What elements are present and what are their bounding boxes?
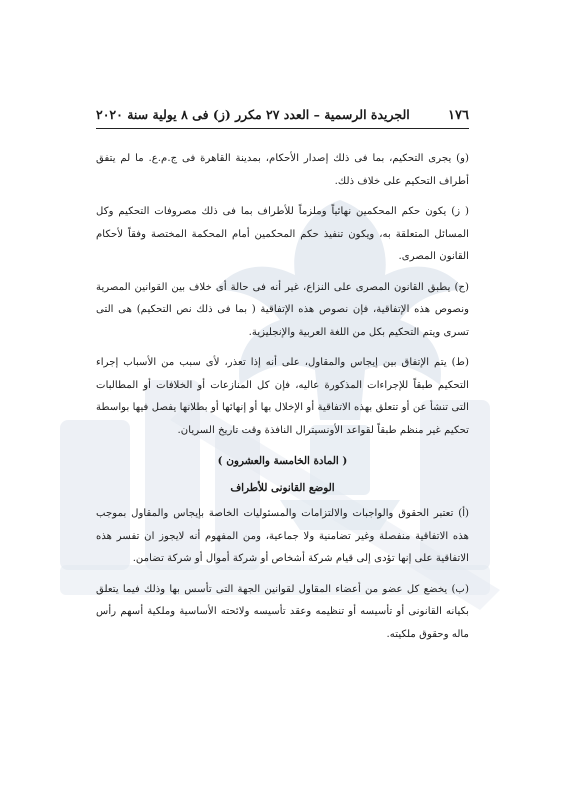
article-subheading: الوضع القانونى للأطراف [230,481,335,494]
paragraph-a: (أ) تعتبر الحقوق والواجبات والالتزامات والمسئوليات الخاصة بإيجاس والمقاول بموجب هذه الاتفاقية منفصلة وغير تضامنية ولا جماعية، ومن المفهوم أنه لايجوز ان تفسر هذه الاتفاقية على إنها تؤدى إلى قيام شركة أشخاص أو شركة أموال أو شركة تضامن. [96,508,469,564]
page-header [96,107,469,123]
document-body [96,148,469,654]
paragraph-b: (ب) يخضع كل عضو من أعضاء المقاول لقوانين الجهة التى تأسس بها وذلك فيما يتعلق بكيانه القانونى أو تأسيسه أو تنظيمه وعقد تأسيسه ولائحته الأساسية وملكية أسهم رأس ماله وحقوق ملكيته. [96,583,469,640]
header-rule [96,128,469,129]
page-number: ١٧٦ [448,108,469,123]
paragraph-z: ( ز) يكون حكم المحكمين نهائياً وملزماً للأطراف بما فى ذلك مصروفات التحكيم وكل المسائل المتعلقة به، ويكون تنفيذ حكم المحكمين أمام المحكمة المختصة وفقاً لأحكام القانون المصرى. [96,206,469,262]
paragraph-t: (ط) يتم الإتفاق بين إيجاس والمقاول، على أنه إذا تعذر، لأى سبب من الأسباب إجراء التحكيم طبقاً للإجراءات المذكورة عاليه، فإن كل المنازعات أو الخلافات أو المطالبات التى تنشأ عن أو تتعلق بهذه الاتفاقية أو الإخلال بها أو إنهائها أو بطلانها يفصل فيها بواسطة تحكيم غير منظم طبقاً لقواعد الأونسيترال النافذة وقت تاريخ السريان. [96,357,469,436]
paragraph-w: (و) يجرى التحكيم، بما فى ذلك إصدار الأحكام، بمدينة القاهرة فى ج.م.ع. ما لم يتفق أطراف التحكيم على خلاف ذلك. [96,153,469,187]
paragraph-h: (ح) يطبق القانون المصرى على النزاع، غير أنه فى حالة أى خلاف بين القوانين المصرية ونصوص هذه الإتفاقية، فإن نصوص هذه الإتفاقية ( بما فى ذلك نص التحكيم) هى التى تسرى ويتم التحكيم بكل من اللغة العربية والإنجليزية. [96,281,469,338]
gazette-title: الجريدة الرسمية – العدد ٢٧ مكرر (ز) فى ٨ يولية سنة ٢٠٢٠ [96,107,410,122]
document-page [96,0,469,800]
article-heading: ( المادة الخامسة والعشرون ) [217,455,348,467]
